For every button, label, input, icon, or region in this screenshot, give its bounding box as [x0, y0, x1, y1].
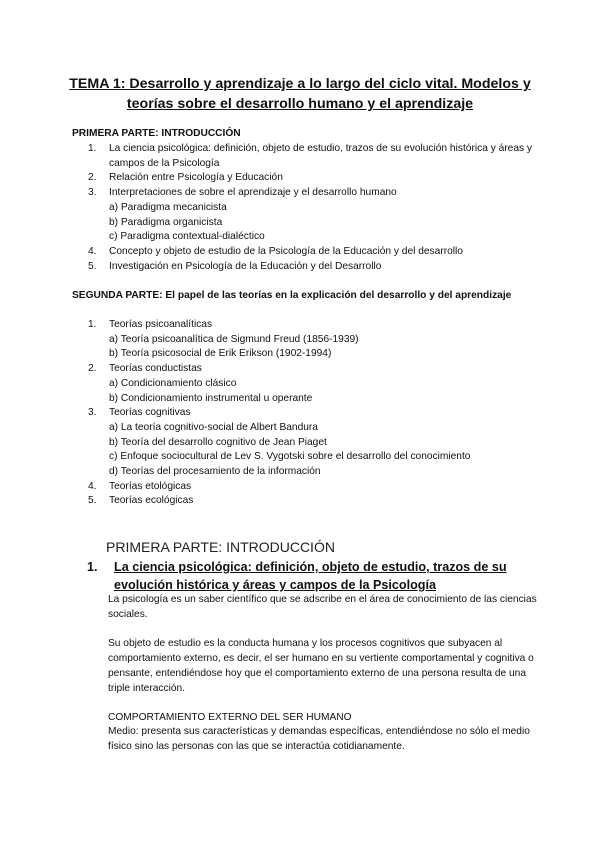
subheading-text: La ciencia psicológica: definición, objeto de estudio, trazos de su evolución histórica y áreas y campos de la Psicología	[114, 560, 507, 592]
list-item: 4. Teorías etológicas	[88, 480, 192, 492]
list-subitem: c) Enfoque sociocultural de Lev S. Vygotski sobre el desarrollo del conocimiento	[109, 451, 471, 463]
section-heading: PRIMERA PARTE: INTRODUCCIÓN	[106, 539, 335, 555]
list-subitem: b) Condicionamiento instrumental u operante	[109, 392, 313, 404]
list-subitem: c) Paradigma contextual-dialéctico	[109, 231, 265, 243]
part2-list	[72, 318, 542, 509]
list-item: 3. Teorías cognitivas	[88, 407, 191, 419]
list-item: 1. Teorías psicoanalíticas	[88, 319, 213, 330]
section-subheading	[87, 558, 547, 594]
list-item: 1. La ciencia psicológica: definición, objeto de estudio, trazos de su evolución histórica y áreas y campos de la Psicología	[88, 143, 533, 169]
list-subitem: b) Teoría del desarrollo cognitivo de Jean Piaget	[109, 436, 327, 448]
list-subitem: b) Teoría psicosocial de Erik Erikson (1902-1994)	[109, 348, 332, 360]
list-item: 2. Relación entre Psicología y Educación	[88, 172, 283, 184]
part1-list	[72, 142, 542, 274]
list-subitem: a) Teoría psicoanalítica de Sigmund Freud (1856-1939)	[109, 333, 359, 345]
list-item: 3. Interpretaciones de sobre el aprendizaje y el desarrollo humano	[88, 187, 397, 199]
paragraph: Medio: presenta sus características y demandas específicas, entendiéndose no sólo el medio físico sino las personas con las que se interactúa cotidianamente.	[108, 726, 530, 752]
part2-heading: SEGUNDA PARTE: El papel de las teorías en la explicación del desarrollo y del aprendizaje	[72, 290, 512, 301]
list-subitem: b) Paradigma organicista	[109, 216, 223, 228]
list-subitem: a) La teoría cognitivo-social de Albert Bandura	[109, 421, 318, 433]
paragraph: Su objeto de estudio es la conducta humana y los procesos cognitivos que subyacen al comportamiento externo, es decir, el ser humano en su vertiente comportamental y cognitiva o pensante, entendiéndose hoy que el comportamiento externo de una persona resulta de una triple interacción.	[108, 638, 534, 694]
list-item: 5. Teorías ecológicas	[88, 495, 194, 507]
list-subitem: a) Paradigma mecanicista	[109, 201, 227, 213]
document-title: TEMA 1: Desarrollo y aprendizaje a lo largo del ciclo vital. Modelos y teorías sobre el desarrollo humano y el aprendizaje	[69, 76, 531, 112]
list-subitem: d) Teorías del procesamiento de la información	[109, 466, 321, 478]
list-item: 4. Concepto y objeto de estudio de la Psicología de la Educación y del desarrollo	[88, 245, 463, 257]
subheading-number: 1.	[87, 560, 98, 574]
list-item: 5. Investigación en Psicología de la Educación y del Desarrollo	[88, 260, 382, 272]
part1-heading: PRIMERA PARTE: INTRODUCCIÓN	[72, 128, 241, 139]
section-label: COMPORTAMIENTO EXTERNO DEL SER HUMANO	[108, 712, 352, 723]
list-subitem: a) Condicionamiento clásico	[109, 377, 237, 389]
paragraph: La psicología es un saber científico que se adscribe en el área de conocimiento de las ciencias sociales.	[108, 594, 537, 620]
list-item: 2. Teorías conductistas	[88, 363, 202, 375]
